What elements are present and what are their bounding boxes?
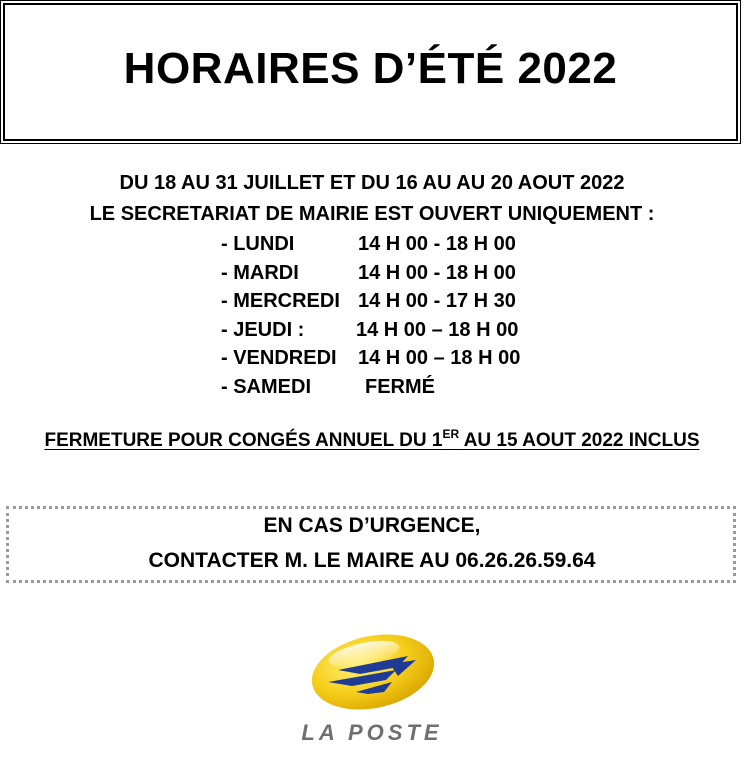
schedule-hours: 14 H 00 – 18 H 00: [356, 318, 519, 341]
schedule-hours: 14 H 00 - 18 H 00: [358, 233, 516, 255]
schedule-hours: 14 H 00 - 17 H 30: [358, 290, 516, 312]
schedule-hours: FERMÉ: [365, 375, 435, 398]
schedule-day: - VENDREDI: [221, 347, 337, 369]
emergency-heading: EN CAS D’URGENCE,: [263, 514, 481, 537]
page-title: HORAIRES D’ÉTÉ 2022: [123, 44, 618, 93]
schedule-day: - LUNDI: [221, 233, 295, 255]
schedule-day: - MERCREDI: [221, 290, 340, 312]
closure-ordinal: ER: [442, 427, 460, 441]
opening-notice: LE SECRETARIAT DE MAIRIE EST OUVERT UNIQUEMENT :: [89, 203, 655, 225]
closure-text-end: AU 15 AOUT 2022 INCLUS: [459, 430, 700, 451]
emergency-contact: CONTACTER M. LE MAIRE AU 06.26.26.59.64: [148, 549, 596, 572]
la-poste-bird-logo-icon: [300, 630, 446, 712]
period-line: DU 18 AU 31 JUILLET ET DU 16 AU AU 20 AOUT 2022: [119, 172, 625, 194]
schedule-hours: 14 H 00 – 18 H 00: [358, 347, 521, 369]
la-poste-wordmark: LA POSTE: [301, 720, 443, 745]
title-box: [3, 3, 738, 141]
schedule-day: - MARDI: [221, 261, 299, 284]
closure-text-start: FERMETURE POUR CONGÉS ANNUEL DU 1: [44, 430, 443, 451]
schedule-day: - SAMEDI: [221, 375, 311, 398]
closure-notice: [0, 427, 744, 452]
schedule-hours: 14 H 00 - 18 H 00: [358, 261, 516, 284]
schedule-day: - JEUDI :: [221, 318, 305, 341]
